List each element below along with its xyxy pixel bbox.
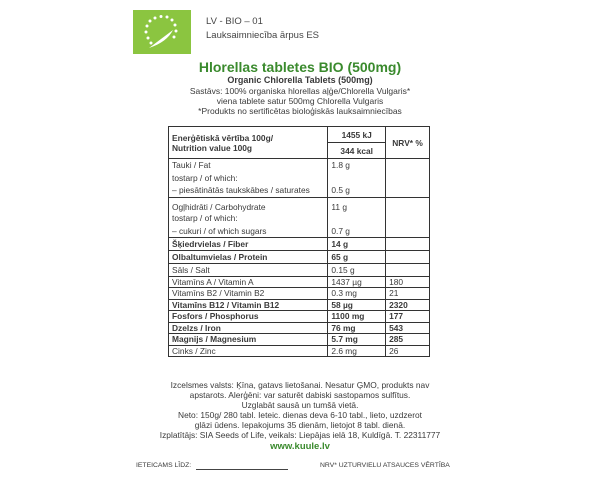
nutrient-value: 1100 mg (328, 311, 386, 323)
nutrient-row (169, 345, 430, 357)
product-subtitle: Organic Chlorella Tablets (500mg) (227, 75, 373, 85)
nutrient-label: Olbaltumvielas / Protein (169, 250, 328, 263)
best-before-label: IETEICAMS LĪDZ: (136, 462, 192, 469)
nutrient-value: 58 µg (328, 299, 386, 311)
nutrient-row (169, 171, 430, 184)
nutrient-value: 0.15 g (328, 263, 386, 276)
nutrient-value: 11 g (328, 197, 386, 212)
nutrient-label: Magnijs / Magnesium (169, 334, 328, 346)
nutrient-label: Sāls / Salt (169, 263, 328, 276)
nutrient-row (169, 322, 430, 334)
cert-code: LV - BIO – 01 (206, 16, 263, 27)
nutrient-row (169, 299, 430, 311)
composition-text (100, 86, 500, 116)
nutrient-nrv: 26 (386, 345, 430, 357)
nutrient-nrv (386, 225, 430, 238)
nutrient-row (169, 225, 430, 238)
nutrient-row (169, 263, 430, 276)
nutrient-nrv: 285 (386, 334, 430, 346)
nutrient-value: 0.5 g (328, 184, 386, 197)
nutrient-nrv: 21 (386, 288, 430, 300)
nutrient-label: Vitamīns B2 / Vitamin B2 (169, 288, 328, 300)
nutrient-value: 1437 µg (328, 276, 386, 288)
nutrient-nrv (386, 237, 430, 250)
nutrient-row (169, 334, 430, 346)
nutrient-value: 65 g (328, 250, 386, 263)
nutrient-value: 0.7 g (328, 225, 386, 238)
nrv-header: NRV* % (386, 127, 430, 159)
composition-line: *Produkts no sertificētas bioloģiskās lauksaimniecības (198, 106, 402, 116)
nutrient-value: 2.6 mg (328, 345, 386, 357)
nutrient-label: Dzelzs / Iron (169, 322, 328, 334)
nutrient-value (328, 212, 386, 225)
nutrient-row (169, 184, 430, 197)
nutrient-row (169, 197, 430, 212)
nutrient-nrv (386, 184, 430, 197)
nutrient-label: Ogļhidrāti / Carbohydrate (169, 197, 328, 212)
energy-label: Enerģētiskā vērtība 100g/ Nutrition value 100g (169, 127, 328, 159)
nutrient-label: – piesātinātās taukskābes / saturates (169, 184, 328, 197)
nutrient-nrv (386, 263, 430, 276)
eu-organic-logo (133, 10, 191, 54)
nutrient-nrv: 543 (386, 322, 430, 334)
nutrient-nrv (386, 197, 430, 212)
nutrient-label: Šķiedrvielas / Fiber (169, 237, 328, 250)
nutrient-label: tostarp / of which: (169, 171, 328, 184)
nutrient-nrv: 180 (386, 276, 430, 288)
nutrient-value: 5.7 mg (328, 334, 386, 346)
net-dosage-text: Neto: 150g/ 280 tabl. Ieteic. dienas deva 6-10 tabl., lieto, uzdzerot glāzi ūdens. Iepakojums 35 dienām, lietojot 8 tabl. dienā. Izplatītājs: SIA Seeds of Life, veikals: Liepājas ielā 18, Kuldīgā. T. 22311777 (159, 410, 441, 440)
nutrient-nrv: 177 (386, 311, 430, 323)
nutrient-value: 1.8 g (328, 159, 386, 172)
website-link[interactable]: www.kuule.lv (270, 441, 330, 452)
energy-kj: 1455 kJ (328, 127, 386, 143)
nutrient-value: 76 mg (328, 322, 386, 334)
composition-line: Sastāvs: 100% organiska hlorellas aļģe/Chlorella Vulgaris* (189, 86, 411, 96)
best-before-line (196, 469, 288, 470)
nutrition-table (168, 126, 430, 357)
cert-origin: Lauksaimniecība ārpus ES (206, 30, 320, 41)
nrv-footnote: NRV* UZTURVIELU ATSAUCES VĒRTĪBA (320, 462, 450, 469)
nutrient-label: Vitamīns B12 / Vitamin B12 (169, 299, 328, 311)
nutrient-label: tostarp / of which: (169, 212, 328, 225)
nutrient-row (169, 159, 430, 172)
nutrient-label: – cukuri / of which sugars (169, 225, 328, 238)
nutrient-row (169, 288, 430, 300)
certification-code (206, 15, 319, 43)
nutrient-label: Vitamīns A / Vitamin A (169, 276, 328, 288)
nutrient-value (328, 171, 386, 184)
origin-allergen-text: Izcelsmes valsts: Ķīna, gatavs lietošanai. Nesatur ĢMO, produkts nav apstarots. Alerģēni: var saturēt dabiski sastopamos sulfītus. Uzglabāt sausā un tumšā vietā. (170, 380, 430, 410)
nutrient-nrv (386, 159, 430, 172)
nutrient-row (169, 250, 430, 263)
product-title: Hlorellas tabletes BIO (500mg) (198, 59, 402, 75)
nutrient-label: Tauki / Fat (169, 159, 328, 172)
energy-kcal: 344 kcal (328, 143, 386, 159)
nutrient-label: Fosfors / Phosphorus (169, 311, 328, 323)
nutrient-nrv (386, 250, 430, 263)
nutrient-row (169, 276, 430, 288)
nutrient-nrv: 2320 (386, 299, 430, 311)
nutrient-nrv (386, 171, 430, 184)
nutrient-nrv (386, 212, 430, 225)
composition-line: viena tablete satur 500mg Chlorella Vulgaris (216, 96, 384, 106)
nutrient-rows (169, 159, 430, 357)
nutrient-label: Cinks / Zinc (169, 345, 328, 357)
nutrient-value: 14 g (328, 237, 386, 250)
nutrient-row (169, 311, 430, 323)
nutrient-row (169, 237, 430, 250)
nutrient-value: 0.3 mg (328, 288, 386, 300)
nutrient-row (169, 212, 430, 225)
